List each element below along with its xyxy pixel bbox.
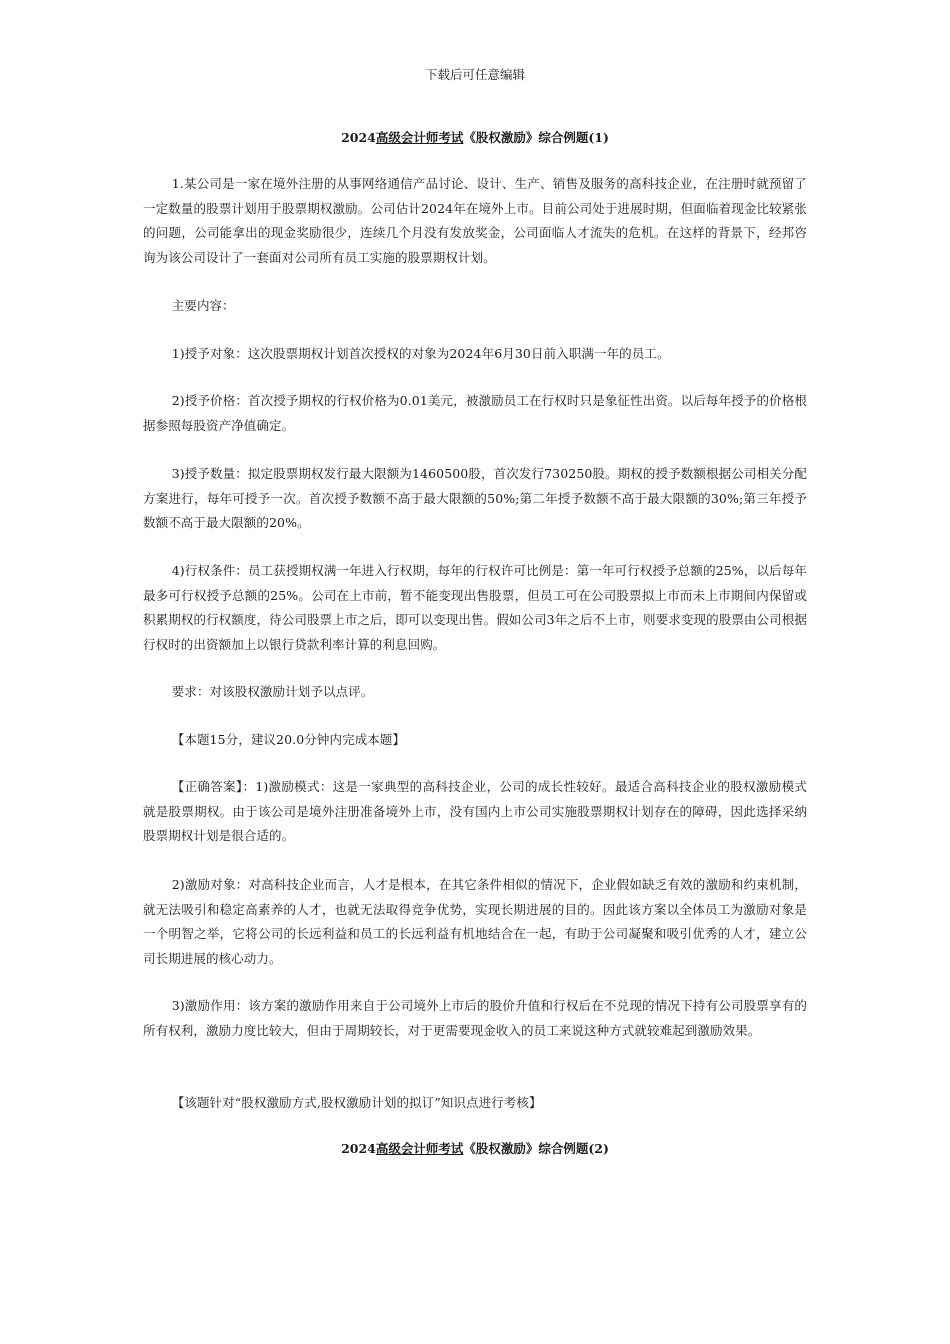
grant-target-paragraph: 1)授予对象：这次股票期权计划首次授权的对象为2024年6月30日前入职满一年的员工。 bbox=[171, 346, 670, 361]
title-2-year: 2024 bbox=[341, 1141, 376, 1156]
grant-price-paragraph: 2)授予价格：首次授予期权的行权价格为0.01美元，被激励员工在行权时只是象征性出资。以后每年授予的价格根据参照每股资产净值确定。 bbox=[143, 393, 807, 433]
title-1-link[interactable]: 高级会计师考试 bbox=[375, 130, 464, 145]
answer-paragraph-2: 2)激励对象：对高科技企业而言，人才是根本，在其它条件相似的情况下，企业假如缺乏有效的激励和约束机制，就无法吸引和稳定高素养的人才，也就无法取得竞争优势，实现长期进展的目的。因此该方案以全体员工为激励对象是一个明智之举，它将公司的长远利益和员工的长远利益有机地结合在一起，有助于公司凝聚和吸引优秀的人才，建立公司长期进展的核心动力。 bbox=[143, 877, 807, 966]
header-note: 下载后可任意编辑 bbox=[424, 67, 525, 82]
question-paragraph: 1.某公司是一家在境外注册的从事网络通信产品讨论、设计、生产、销售及服务的高科技企业，在注册时就预留了一定数量的股票计划用于股票期权激励。公司估计2024年在境外上市。目前公司处于进展时期，但面临着现金比较紧张的问题，公司能拿出的现金奖励很少，连续几个月没有发放奖金，公司面临人才流失的危机。在这样的背景下，经邦咨询为该公司设计了一套面对公司所有员工实施的股票期权计划。 bbox=[143, 176, 807, 265]
exercise-conditions-paragraph: 4)行权条件：员工获授期权满一年进入行权期，每年的行权许可比例是：第一年可行权授予总额的25%，以后每年最多可行权授予总额的25%。公司在上市前，暂不能变现出售股票，但员工可在公司股票拟上市而未上市期间内保留或积累期权的行权额度，待公司股票上市之后，即可以变现出售。假如公司3年之后不上市，则要求变现的股票由公司根据行权时的出资额加上以银行贷款利率计算的利息回购。 bbox=[143, 563, 807, 652]
grant-quantity-paragraph: 3)授予数量：拟定股票期权发行最大限额为1460500股，首次发行730250股。期权的授予数额根据公司相关分配方案进行，每年可授予一次。首次授予数额不高于最大限额的50%;第二年授予数额不高于最大限额的30%;第三年授予数额不高于最大限额的20%。 bbox=[143, 466, 807, 530]
answer-paragraph-3: 3)激励作用：该方案的激励作用来自于公司境外上市后的股价升值和行权后在不兑现的情况下持有公司股票享有的所有权利，激励力度比较大，但由于周期较长，对于更需要现金收入的员工来说这种方式就较难起到激励效果。 bbox=[143, 998, 807, 1038]
title-1-rest: 《股权激励》综合例题(1) bbox=[463, 130, 609, 145]
title-2-link[interactable]: 高级会计师考试 bbox=[375, 1141, 464, 1156]
section-title-1 bbox=[0, 129, 950, 147]
requirement-paragraph: 要求：对该股权激励计划予以点评。 bbox=[171, 684, 374, 699]
answer-paragraph-1: 【正确答案】：1)激励模式：这是一家典型的高科技企业，公司的成长性较好。最适合高科技企业的股权激励模式就是股票期权。由于该公司是境外注册准备境外上市，没有国内上市公司实施股票期权计划存在的障碍，因此选择采纳股票期权计划是很合适的。 bbox=[143, 779, 807, 843]
title-1-year: 2024 bbox=[341, 130, 376, 145]
knowledge-point-note: 【该题针对“股权激励方式,股权激励计划的拟订”知识点进行考核】 bbox=[171, 1095, 542, 1110]
title-2-rest: 《股权激励》综合例题(2) bbox=[463, 1141, 609, 1156]
main-content-label: 主要内容： bbox=[171, 298, 235, 313]
section-title-2 bbox=[0, 1140, 950, 1158]
score-note-paragraph: 【本题15分，建议20.0分钟内完成本题】 bbox=[171, 732, 406, 747]
